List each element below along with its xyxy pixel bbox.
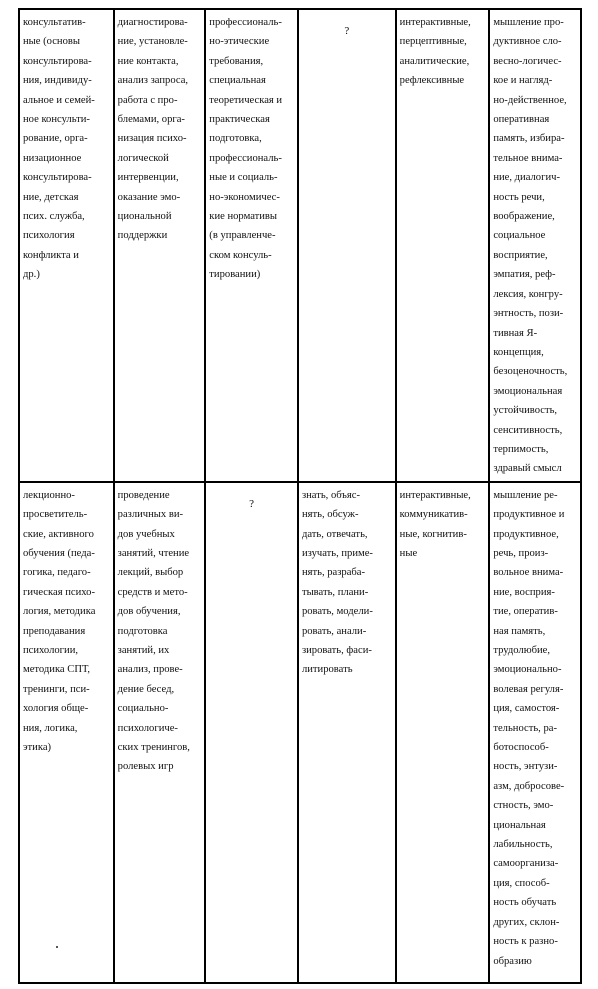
cell-text: интерактивные, коммуникатив- ные, когнитив- ные bbox=[399, 489, 471, 559]
cell-text: диагностирова- ние, установле- ние контакта, анализ запроса, работа с про- блемами, орга- низация психо- логической интервенции, оказание эмо- циональной поддержки bbox=[117, 17, 189, 242]
table-cell bbox=[396, 482, 490, 983]
cell-text: проведение различных ви- дов учебных занятий, чтение лекций, выбор средств и мето- дов обучения, подготовка занятий, их анализ, прове- дение бесед, социально- психологиче- ских тренингов, ролевых игр bbox=[117, 489, 190, 773]
cell-question-mark: ? bbox=[249, 497, 255, 510]
table-cell bbox=[298, 482, 396, 983]
cell-text: мышление ре- продуктивное и продуктивное, речь, произ- вольное внима- ние, восприя- тие, оператив- ная память, трудолюбие, эмоционально- волевая регуля- ция, самостоя- тельность, ра- ботоспособ- ность, энтузи- азм, добросове- стность, эмо- циональная лабильность, самоорганиза- ция, способ- ность обучать других, склон- ность к разно- образию bbox=[493, 489, 565, 967]
cell-text: знать, объяс- нять, обсуж- дать, отвечать, изучать, приме- нять, разраба- тывать, плани- ровать, модели- ровать, анали- зировать, фаси- литировать bbox=[301, 489, 373, 676]
cell-text: интерактивные, перцептивные, аналитические, рефлексивные bbox=[399, 17, 471, 87]
cell-text: мышление про- дуктивное сло- весно-логичес- кое и нагляд- но-действенное, оперативная память, избира- тельное внима- ние, диалогич- ность речи, воображение, социальное восприятие, эмпатия, реф- лексия, конгру- энтность, пози- тивная Я- концепция, безоценочность, эмоциональная устойчивость, сенситивность, терпимость, здравый смысл bbox=[493, 17, 568, 475]
table-cell bbox=[489, 482, 581, 983]
table-cell bbox=[19, 9, 114, 482]
table-cell bbox=[205, 482, 298, 983]
table-cell bbox=[205, 9, 298, 482]
scan-speck bbox=[56, 946, 58, 948]
table-cell bbox=[298, 9, 396, 482]
table-cell bbox=[114, 482, 206, 983]
table-cell bbox=[489, 9, 581, 482]
table-row bbox=[19, 482, 581, 983]
cell-text: профессиональ- но-этические требования, специальная теоретическая и практическая подготовка, профессиональ- ные и социаль- но-экономичес- кие нормативы (в управленче- ском консуль- тировании) bbox=[209, 17, 283, 281]
table-row bbox=[19, 9, 581, 482]
cell-text: лекционно- просветитель- ские, активного обучения (педа- гогика, педаго- гическая психо- логия, методика преподавания психологии, методика СПТ, тренинги, пси- хология обще- ния, логика, этика) bbox=[23, 489, 96, 754]
cell-text: консультатив- ные (основы консультирова- ния, индивиду- альное и семей- ное консульти- рование, орга- низационное консультирова- ние, детская псих. служба, психология конфликта и др.) bbox=[23, 17, 95, 281]
cell-question-mark: ? bbox=[344, 25, 350, 37]
table-cell bbox=[396, 9, 490, 482]
competency-table bbox=[18, 8, 582, 984]
table-cell bbox=[19, 482, 114, 983]
table-cell bbox=[114, 9, 206, 482]
